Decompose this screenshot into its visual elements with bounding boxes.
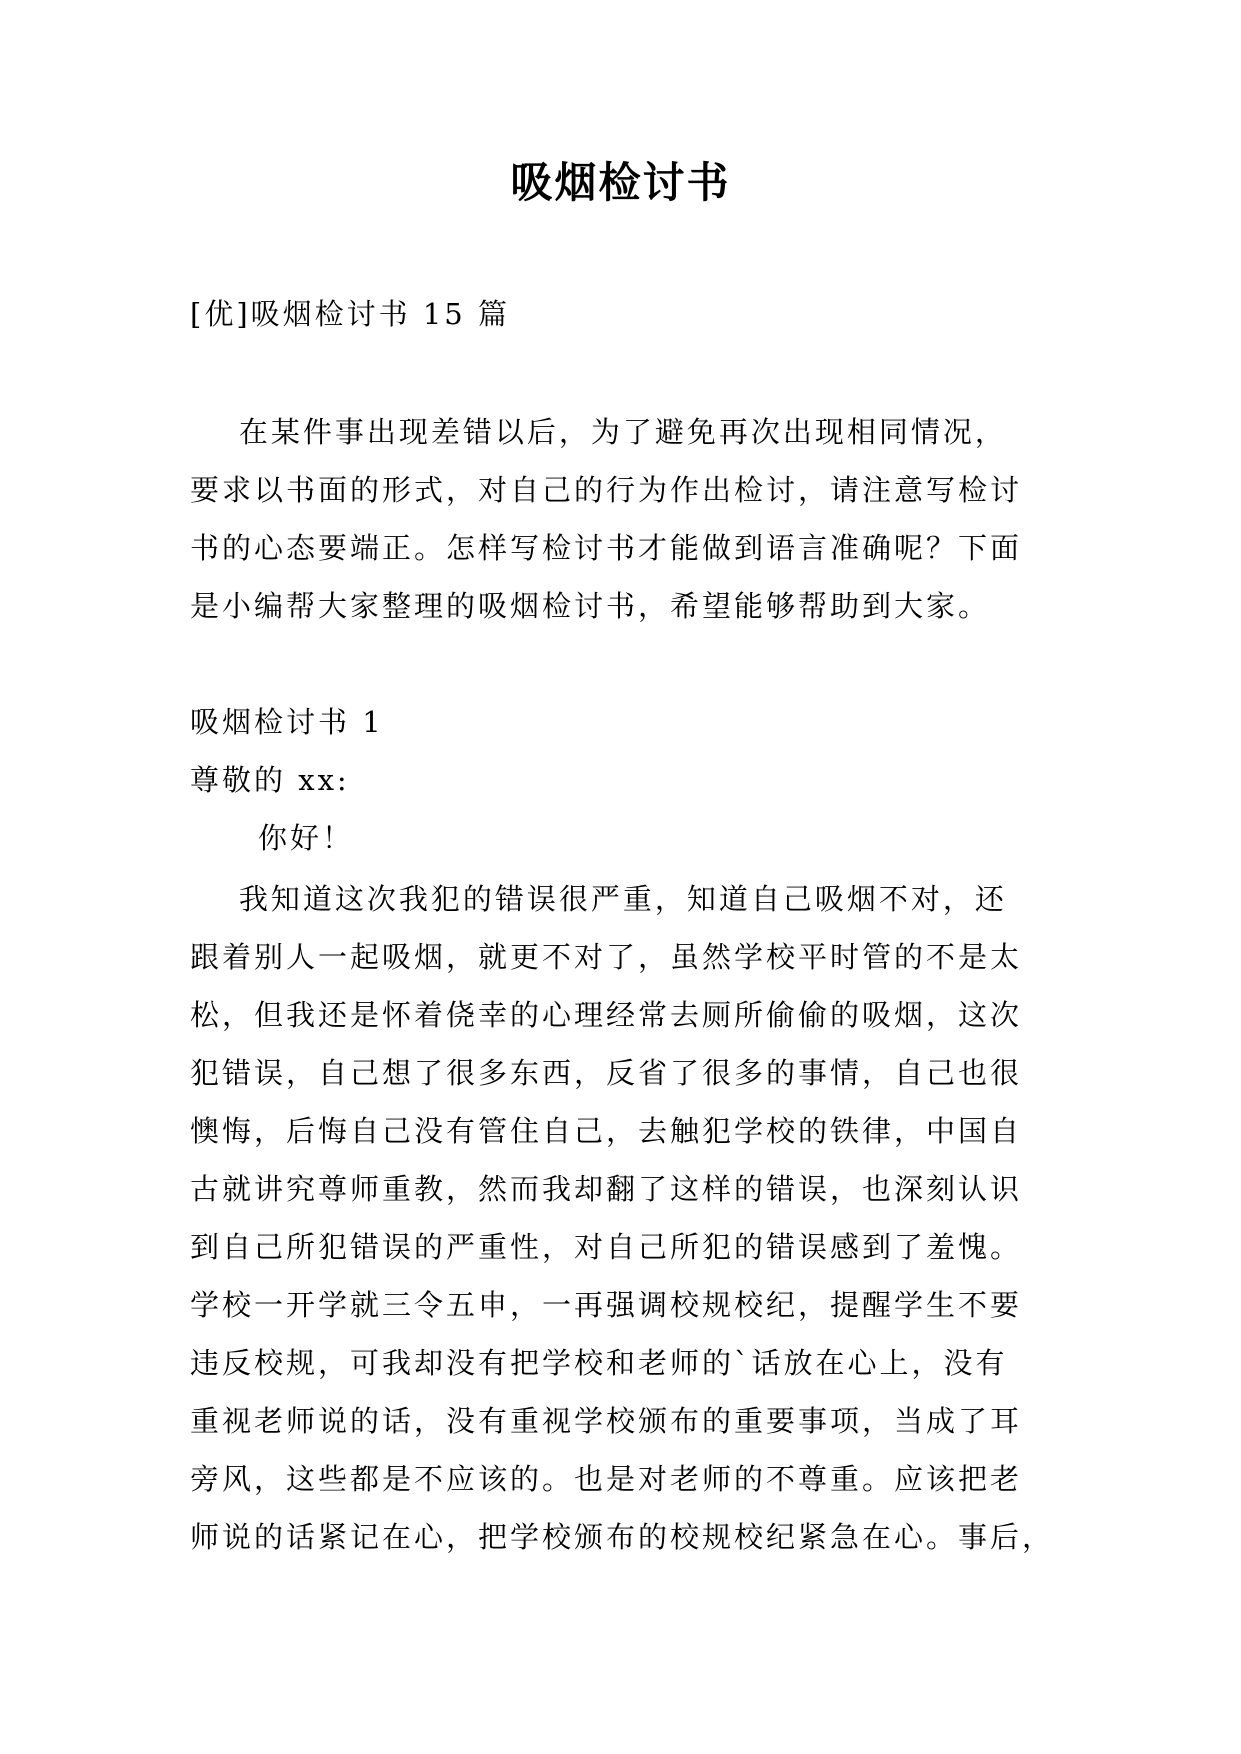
salutation: 尊敬的 xx: (190, 763, 350, 797)
body-line: 到自己所犯错误的严重性，对自己所犯的错误感到了羞愧。 (190, 1230, 1023, 1264)
body-line: 师说的话紧记在心，把学校颁布的校规校纪紧急在心。事后， (190, 1520, 1055, 1554)
intro-line: 要求以书面的形式，对自己的行为作出检讨，请注意写检讨 (190, 473, 1023, 507)
intro-line: 是小编帮大家整理的吸烟检讨书，希望能够帮助到大家。 (190, 589, 991, 623)
document-title: 吸烟检讨书 (510, 158, 731, 207)
body-line: 古就讲究尊师重教，然而我却翻了这样的错误，也深刻认识 (190, 1172, 1023, 1206)
intro-line: 在某件事出现差错以后，为了避免再次出现相同情况， (190, 415, 1007, 449)
body-line: 学校一开学就三令五申，一再强调校规校纪，提醒学生不要 (190, 1288, 1023, 1322)
body-line: 犯错误，自己想了很多东西，反省了很多的事情，自己也很 (190, 1056, 1023, 1090)
body-line: 松，但我还是怀着侥幸的心理经常去厕所偷偷的吸烟，这次 (190, 998, 1023, 1032)
greeting: 你好！ (258, 821, 355, 855)
body-line: 跟着别人一起吸烟，就更不对了，虽然学校平时管的不是太 (190, 940, 1023, 974)
body-line: 重视老师说的话，没有重视学校颁布的重要事项，当成了耳 (190, 1404, 1023, 1438)
body-line: 违反校规，可我却没有把学校和老师的`话放在心上，没有 (190, 1346, 1008, 1380)
body-line: 旁风，这些都是不应该的。也是对老师的不尊重。应该把老 (190, 1462, 1023, 1496)
document-subtitle: [优]吸烟检讨书 15 篇 (190, 297, 510, 331)
intro-line: 书的心态要端正。怎样写检讨书才能做到语言准确呢？下面 (190, 531, 1023, 565)
body-line: 我知道这次我犯的错误很严重，知道自己吸烟不对，还 (190, 882, 1007, 916)
body-paragraph (190, 870, 1070, 1566)
section-heading: 吸烟检讨书 1 (190, 705, 384, 739)
body-line: 懊悔，后悔自己没有管住自己，去触犯学校的铁律，中国自 (190, 1114, 1023, 1148)
intro-paragraph (190, 403, 1070, 635)
